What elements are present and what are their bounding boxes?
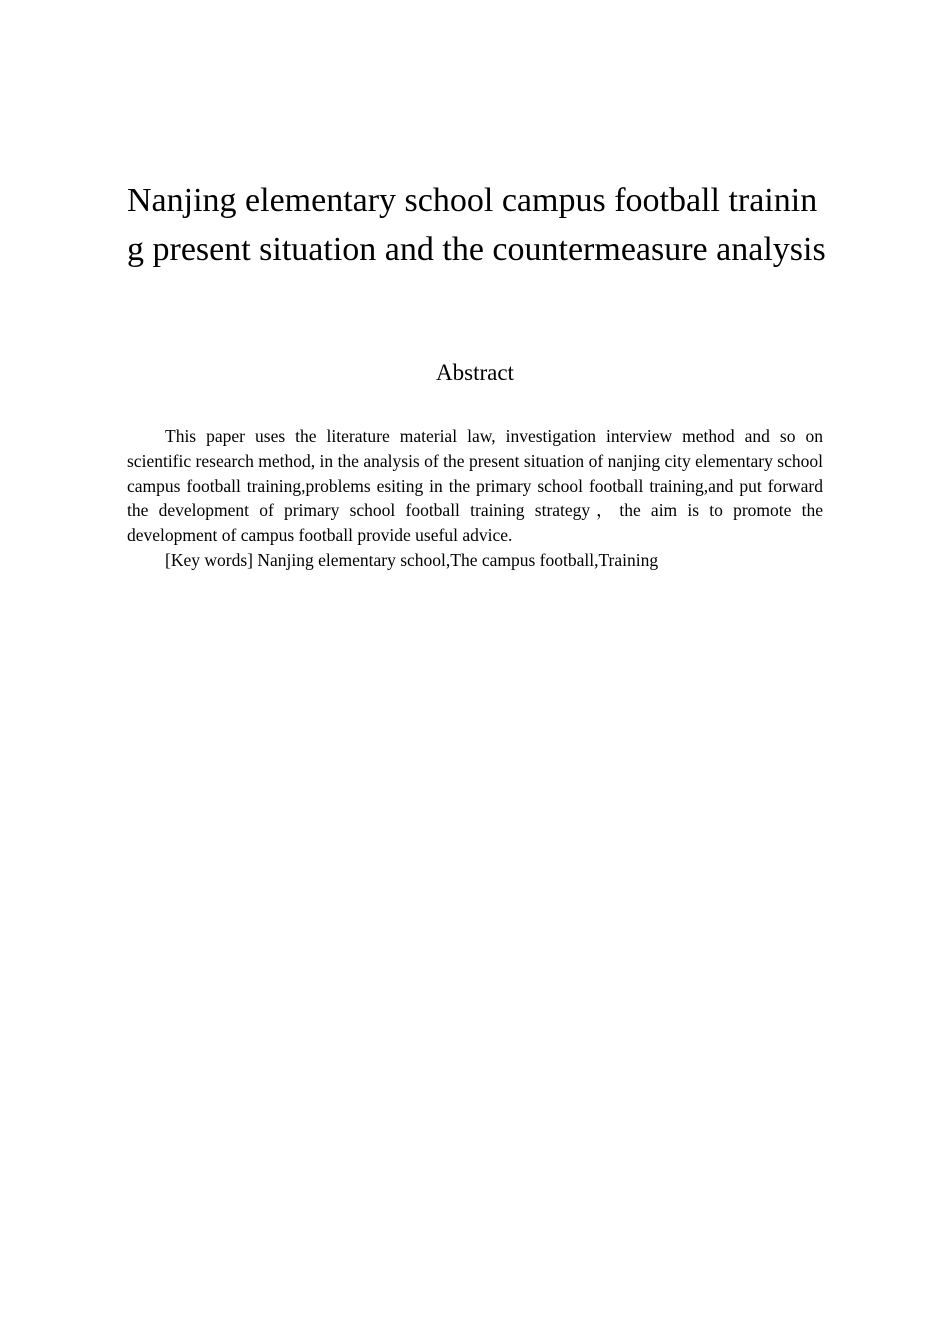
abstract-heading: Abstract: [436, 360, 514, 385]
keywords-line: [Key words] Nanjing elementary school,The campus football,Training: [165, 550, 659, 570]
abstract-paragraph: This paper uses the literature material law, investigation interview method and so on scientific research method, in the analysis of the present situation of nanjing city elementary school campus football training,problems esiting in the primary school football training,and put forward the development of primary school football training strategy，the aim is to promote the development of campus football provide useful advice.: [127, 426, 823, 546]
paper-title: Nanjing elementary school campus football training present situation and the countermeasure analysis: [127, 182, 826, 268]
